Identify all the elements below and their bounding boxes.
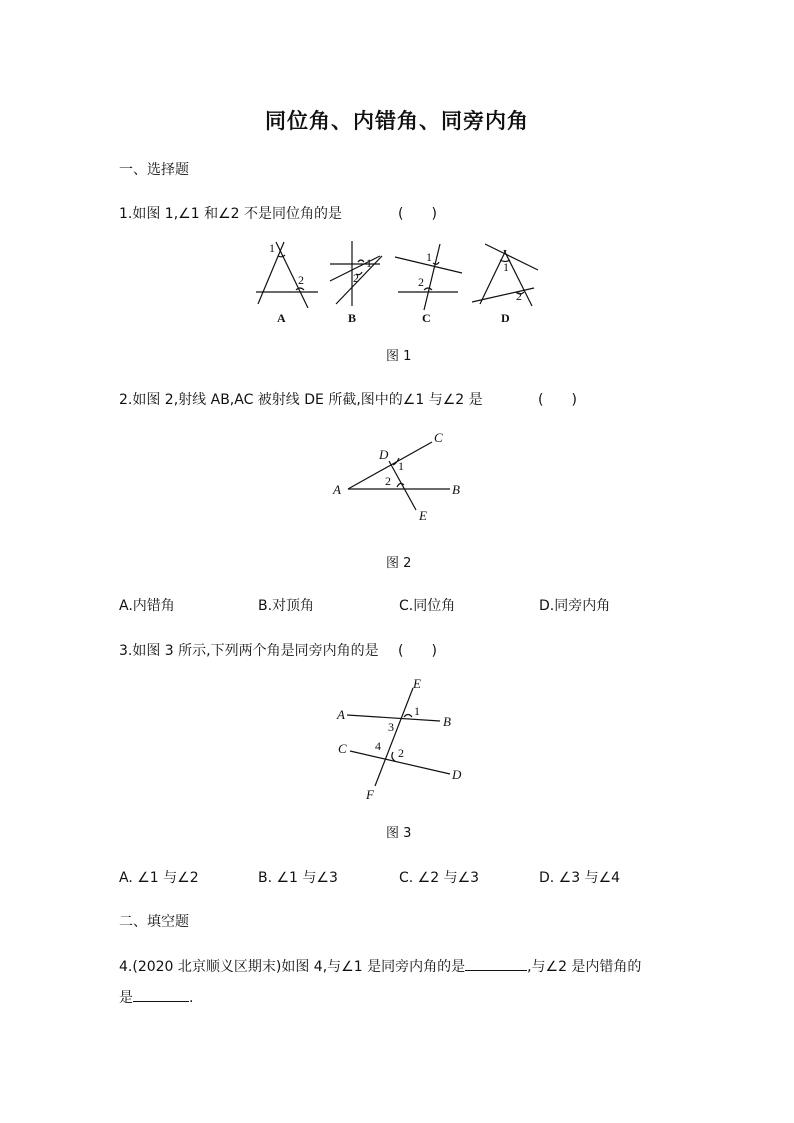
figure-3-point-a: A: [337, 707, 345, 722]
figure-1-label-d: D: [501, 311, 510, 325]
figure-2-angle-2: 2: [385, 474, 391, 488]
question-4-line-2: [119, 987, 193, 1007]
figure-2-caption: 图 2: [386, 556, 412, 571]
figure-3-point-e: E: [413, 676, 421, 691]
figure-3-point-c: C: [338, 741, 347, 756]
question-4-line-1: [119, 956, 641, 976]
figure-1-b-angle-2: 2: [353, 271, 359, 285]
figure-3-angle-4: 4: [375, 739, 381, 753]
figure-1-b-angle-1: 1: [366, 256, 372, 270]
figure-3-angle-3: 3: [388, 720, 394, 734]
figure-3-angle-1: 1: [414, 704, 420, 718]
figure-1-d-angle-1: 1: [503, 260, 509, 274]
figure-2: [330, 425, 480, 530]
question-1-text: 1.如图 1,∠1 和∠2 不是同位角的是: [119, 206, 342, 222]
question-2-option-d[interactable]: D.同旁内角: [539, 598, 611, 614]
figure-1-a: [256, 242, 318, 308]
figure-2-angle-1: 1: [398, 459, 404, 473]
question-4-blank-1[interactable]: [465, 956, 527, 971]
figure-1-label-c: C: [422, 311, 431, 325]
figure-1: [240, 236, 560, 328]
question-2-option-a[interactable]: A.内错角: [119, 598, 175, 614]
figure-3-point-d: D: [452, 767, 462, 782]
question-3-option-b[interactable]: B. ∠1 与∠3: [258, 870, 338, 886]
question-4-text-part-3: 是: [119, 990, 133, 1006]
figure-1-caption: 图 1: [386, 349, 412, 364]
figure-1-c-angle-2: 2: [418, 275, 424, 289]
question-2-option-b[interactable]: B.对顶角: [258, 598, 315, 614]
question-3-answer-paren: ( ): [398, 643, 437, 659]
figure-2-point-d: D: [379, 447, 389, 462]
figure-3: [330, 676, 470, 806]
figure-1-c-angle-1: 1: [426, 250, 432, 264]
figure-1-label-b: B: [348, 311, 357, 325]
question-1-answer-paren: ( ): [398, 206, 437, 222]
figure-3-point-f: F: [366, 787, 374, 802]
figure-1-d: [472, 244, 538, 306]
figure-1-d-angle-2: 2: [516, 289, 522, 303]
figure-1-a-angle-1: 1: [269, 241, 275, 255]
question-3-option-d[interactable]: D. ∠3 与∠4: [539, 870, 621, 886]
question-4-text-part-2: ,与∠2 是内错角的: [527, 959, 642, 975]
question-4-blank-2[interactable]: [133, 987, 189, 1002]
question-2-option-c[interactable]: C.同位角: [399, 598, 456, 614]
figure-3-caption: 图 3: [386, 826, 412, 841]
page-title: 同位角、内错角、同旁内角: [265, 109, 529, 133]
question-3-option-a[interactable]: A. ∠1 与∠2: [119, 870, 199, 886]
section-heading-fill: 二、填空题: [119, 914, 189, 930]
figure-2-point-c: C: [434, 430, 443, 445]
figure-3-point-b: B: [443, 714, 451, 729]
question-4-text-part-1: 4.(2020 北京顺义区期末)如图 4,与∠1 是同旁内角的是: [119, 959, 466, 975]
figure-2-point-e: E: [419, 508, 427, 523]
figure-1-label-a: A: [277, 311, 286, 325]
figure-2-point-b: B: [452, 482, 460, 497]
question-2-text: 2.如图 2,射线 AB,AC 被射线 DE 所截,图中的∠1 与∠2 是: [119, 392, 483, 408]
question-3-text: 3.如图 3 所示,下列两个角是同旁内角的是: [119, 643, 379, 659]
section-heading-choice: 一、选择题: [119, 162, 189, 178]
figure-1-a-angle-2: 2: [298, 273, 304, 287]
figure-2-point-a: A: [333, 482, 341, 497]
question-4-text-part-4: .: [189, 990, 194, 1006]
question-2-answer-paren: ( ): [538, 392, 577, 408]
question-3-option-c[interactable]: C. ∠2 与∠3: [399, 870, 480, 886]
figure-3-angle-2: 2: [398, 746, 404, 760]
